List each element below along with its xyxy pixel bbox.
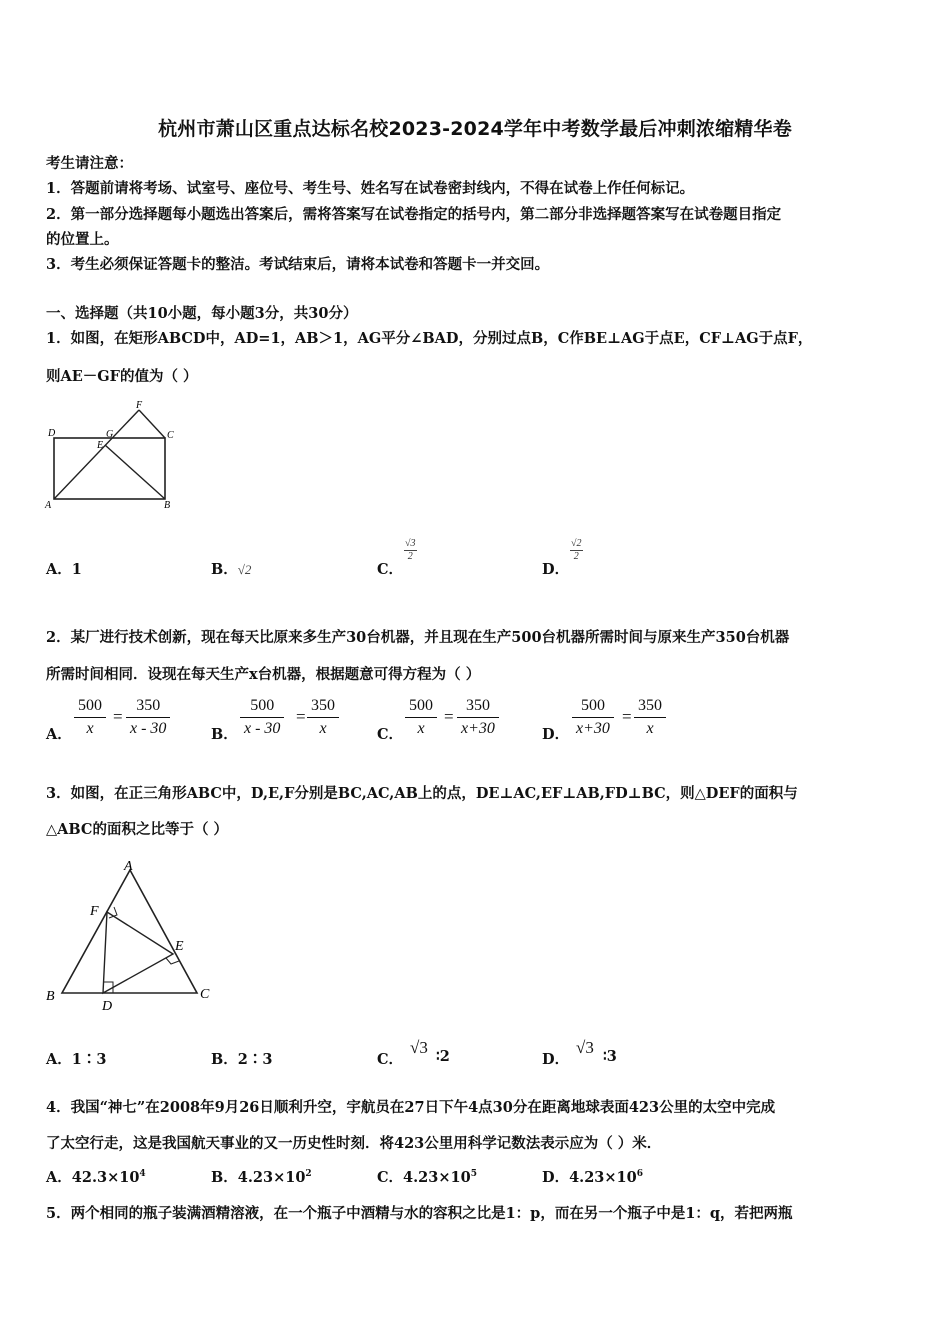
q2-c-num1: 500: [405, 695, 437, 718]
q1-text-line1: 1．如图，在矩形ABCD中，AD=1，AB＞1，AG平分∠BAD，分别过点B，C作BE⊥AG于点E，CF⊥AG于点F，: [46, 330, 813, 347]
line-be: [105, 445, 165, 499]
notice-item-1: 1．答题前请将考场、试室号、座位号、考生号、姓名写在试卷密封线内，不得在试卷上作任何标记。: [46, 180, 695, 197]
q2-a-den1: x: [86, 720, 94, 737]
q2-a-equals: =: [113, 707, 123, 726]
label-b: B: [46, 989, 55, 1004]
q2-text-line1: 2．某厂进行技术创新，现在每天比原来多生产30台机器，并且现在生产500台机器所需时间与原来生产350台机器: [46, 629, 790, 646]
q3-option-d-label: D．: [542, 1051, 570, 1068]
q4-option-c: [377, 1166, 477, 1187]
q1-option-d-label: D．: [542, 561, 570, 578]
q2-b-equals: =: [296, 707, 306, 726]
q2-option-c-frac2: [457, 695, 499, 740]
q2-text-line2: 所需时间相同．设现在每天生产x台机器，根据题意可得方程为（ ）: [46, 666, 481, 683]
q3-option-b-value: 2∶3: [237, 1051, 273, 1068]
label-a: A: [45, 500, 52, 511]
label-b: B: [164, 500, 171, 511]
q4-option-d-label: D．: [542, 1169, 570, 1186]
notice-heading: 考生请注意：: [46, 155, 133, 172]
line-af: [54, 410, 139, 499]
notice-item-2: 2．第一部分选择题每小题选出答案后，需将答案写在试卷指定的括号内，第二部分非选择题答案写在试卷题目指定: [46, 206, 782, 223]
q3-option-c-rest: ∶2: [436, 1048, 450, 1065]
q1-option-a-label: A．: [46, 561, 72, 578]
q1-option-a: [46, 558, 82, 579]
label-f: F: [136, 400, 143, 411]
q3-figure-triangle: [40, 858, 220, 1018]
label-f: F: [90, 904, 99, 919]
q3-option-a-label: A．: [46, 1051, 72, 1068]
q4-option-b-base: 4.23×10: [237, 1169, 306, 1186]
line-fc: [139, 410, 165, 438]
q1-option-c-fraction: [404, 538, 417, 563]
label-g: G: [106, 429, 114, 440]
q2-option-a-frac1: [74, 695, 106, 740]
q2-b-den1: x - 30: [244, 720, 281, 737]
q1-option-b: [211, 558, 251, 579]
q4-option-d-exp: 6: [636, 1169, 643, 1179]
q3-option-d-sqrt: √3: [576, 1038, 594, 1057]
label-c: C: [167, 430, 174, 441]
q2-a-den2: x - 30: [130, 720, 167, 737]
q2-a-num2: 350: [126, 695, 170, 718]
q2-d-den2: x: [646, 720, 654, 737]
q4-option-c-label: C．: [377, 1169, 404, 1186]
q4-option-c-exp: 5: [470, 1169, 477, 1179]
q2-b-num2: 350: [307, 695, 339, 718]
q1-option-b-value: √2: [237, 562, 252, 577]
q1-text-line2: 则AE－GF的值为（ ）: [46, 368, 198, 385]
q2-a-num1: 500: [74, 695, 106, 718]
q2-option-b-frac2: [307, 695, 339, 740]
q4-option-a: [46, 1166, 146, 1187]
q4-option-d: [542, 1166, 643, 1187]
label-d: D: [48, 428, 56, 439]
q3-text-line2: △ABC的面积之比等于（ ）: [46, 821, 229, 838]
q3-option-a: [46, 1048, 106, 1069]
q4-option-a-label: A．: [46, 1169, 72, 1186]
q4-text-line2: 了太空行走，这是我国航天事业的又一历史性时刻．将423公里用科学记数法表示应为（ ）米．: [46, 1135, 662, 1152]
label-c: C: [200, 987, 210, 1002]
q4-option-a-base: 42.3×10: [71, 1169, 140, 1186]
q2-option-c-label: C．: [377, 726, 404, 743]
q1-option-b-label: B．: [211, 561, 238, 578]
q2-c-den2: x+30: [461, 720, 495, 737]
label-d: D: [102, 999, 113, 1014]
q2-option-d-frac2: [634, 695, 666, 740]
q2-c-equals: =: [444, 707, 454, 726]
q2-option-a-label: A．: [46, 726, 72, 743]
label-e: E: [97, 440, 104, 451]
q2-option-b-label: B．: [211, 726, 238, 743]
q2-c-num2: 350: [457, 695, 499, 718]
q2-b-den2: x: [319, 720, 327, 737]
notice-item-3: 3．考生必须保证答题卡的整洁。考试结束后，请将本试卷和答题卡一并交回。: [46, 256, 550, 273]
q1-option-d-den: 2: [573, 551, 579, 562]
q1-option-a-value: 1: [71, 561, 82, 578]
q2-d-num1: 500: [572, 695, 614, 718]
q1-option-c-num: √3: [405, 538, 416, 549]
q2-option-a-frac2: [126, 695, 170, 740]
exam-title: 杭州市萧山区重点达标名校2023-2024学年中考数学最后冲刺浓缩精华卷: [158, 118, 792, 140]
right-angle-f: [109, 907, 117, 918]
triangle-def: [103, 912, 173, 993]
q1-option-c-label: C．: [377, 561, 404, 578]
triangle-abc: [62, 870, 197, 993]
right-angle-e: [166, 958, 179, 964]
q5-text-line1: 5．两个相同的瓶子装满酒精溶液，在一个瓶子中酒精与水的容积之比是1：p，而在另一个瓶子中是1：q，若把两瓶: [46, 1205, 793, 1222]
q1-option-d-num: √2: [571, 538, 582, 549]
q4-option-b: [211, 1166, 312, 1187]
q4-option-d-base: 4.23×10: [569, 1169, 637, 1186]
q3-option-c-sqrt: √3: [410, 1038, 428, 1057]
q1-figure-rectangle: [40, 398, 190, 513]
q3-option-a-value: 1∶3: [71, 1051, 107, 1068]
q3-text-line1: 3．如图，在正三角形ABC中，D,E,F分别是BC,AC,AB上的点，DE⊥AC,EF⊥AB,FD⊥BC，则△DEF的面积与: [46, 785, 798, 802]
q4-text-line1: 4．我国“神七”在2008年9月26日顺利升空，宇航员在27日下午4点30分在距离地球表面423公里的太空中完成: [46, 1099, 776, 1116]
q2-d-num2: 350: [634, 695, 666, 718]
label-a: A: [124, 859, 133, 874]
notice-item-2-cont: 的位置上。: [46, 231, 119, 248]
label-e: E: [175, 939, 184, 954]
q3-option-d-rest: ∶3: [603, 1048, 617, 1065]
q2-c-den1: x: [417, 720, 425, 737]
q2-option-b-frac1: [240, 695, 284, 740]
q3-option-b: [211, 1048, 272, 1069]
q1-option-c-den: 2: [407, 551, 413, 562]
q1-option-d-fraction: [570, 538, 583, 563]
q2-option-d-label: D．: [542, 726, 570, 743]
q4-option-b-exp: 2: [305, 1169, 312, 1179]
q2-d-den1: x+30: [576, 720, 610, 737]
rect-abcd: [54, 438, 165, 499]
q2-b-num1: 500: [240, 695, 284, 718]
q2-option-c-frac1: [405, 695, 437, 740]
q3-option-b-label: B．: [211, 1051, 238, 1068]
q2-d-equals: =: [622, 707, 632, 726]
q4-option-c-base: 4.23×10: [403, 1169, 471, 1186]
q4-option-a-exp: 4: [139, 1169, 146, 1179]
q3-option-c-label: C．: [377, 1051, 404, 1068]
section-heading: 一、选择题（共10小题，每小题3分，共30分）: [46, 305, 358, 322]
q2-option-d-frac1: [572, 695, 614, 740]
q4-option-b-label: B．: [211, 1169, 238, 1186]
